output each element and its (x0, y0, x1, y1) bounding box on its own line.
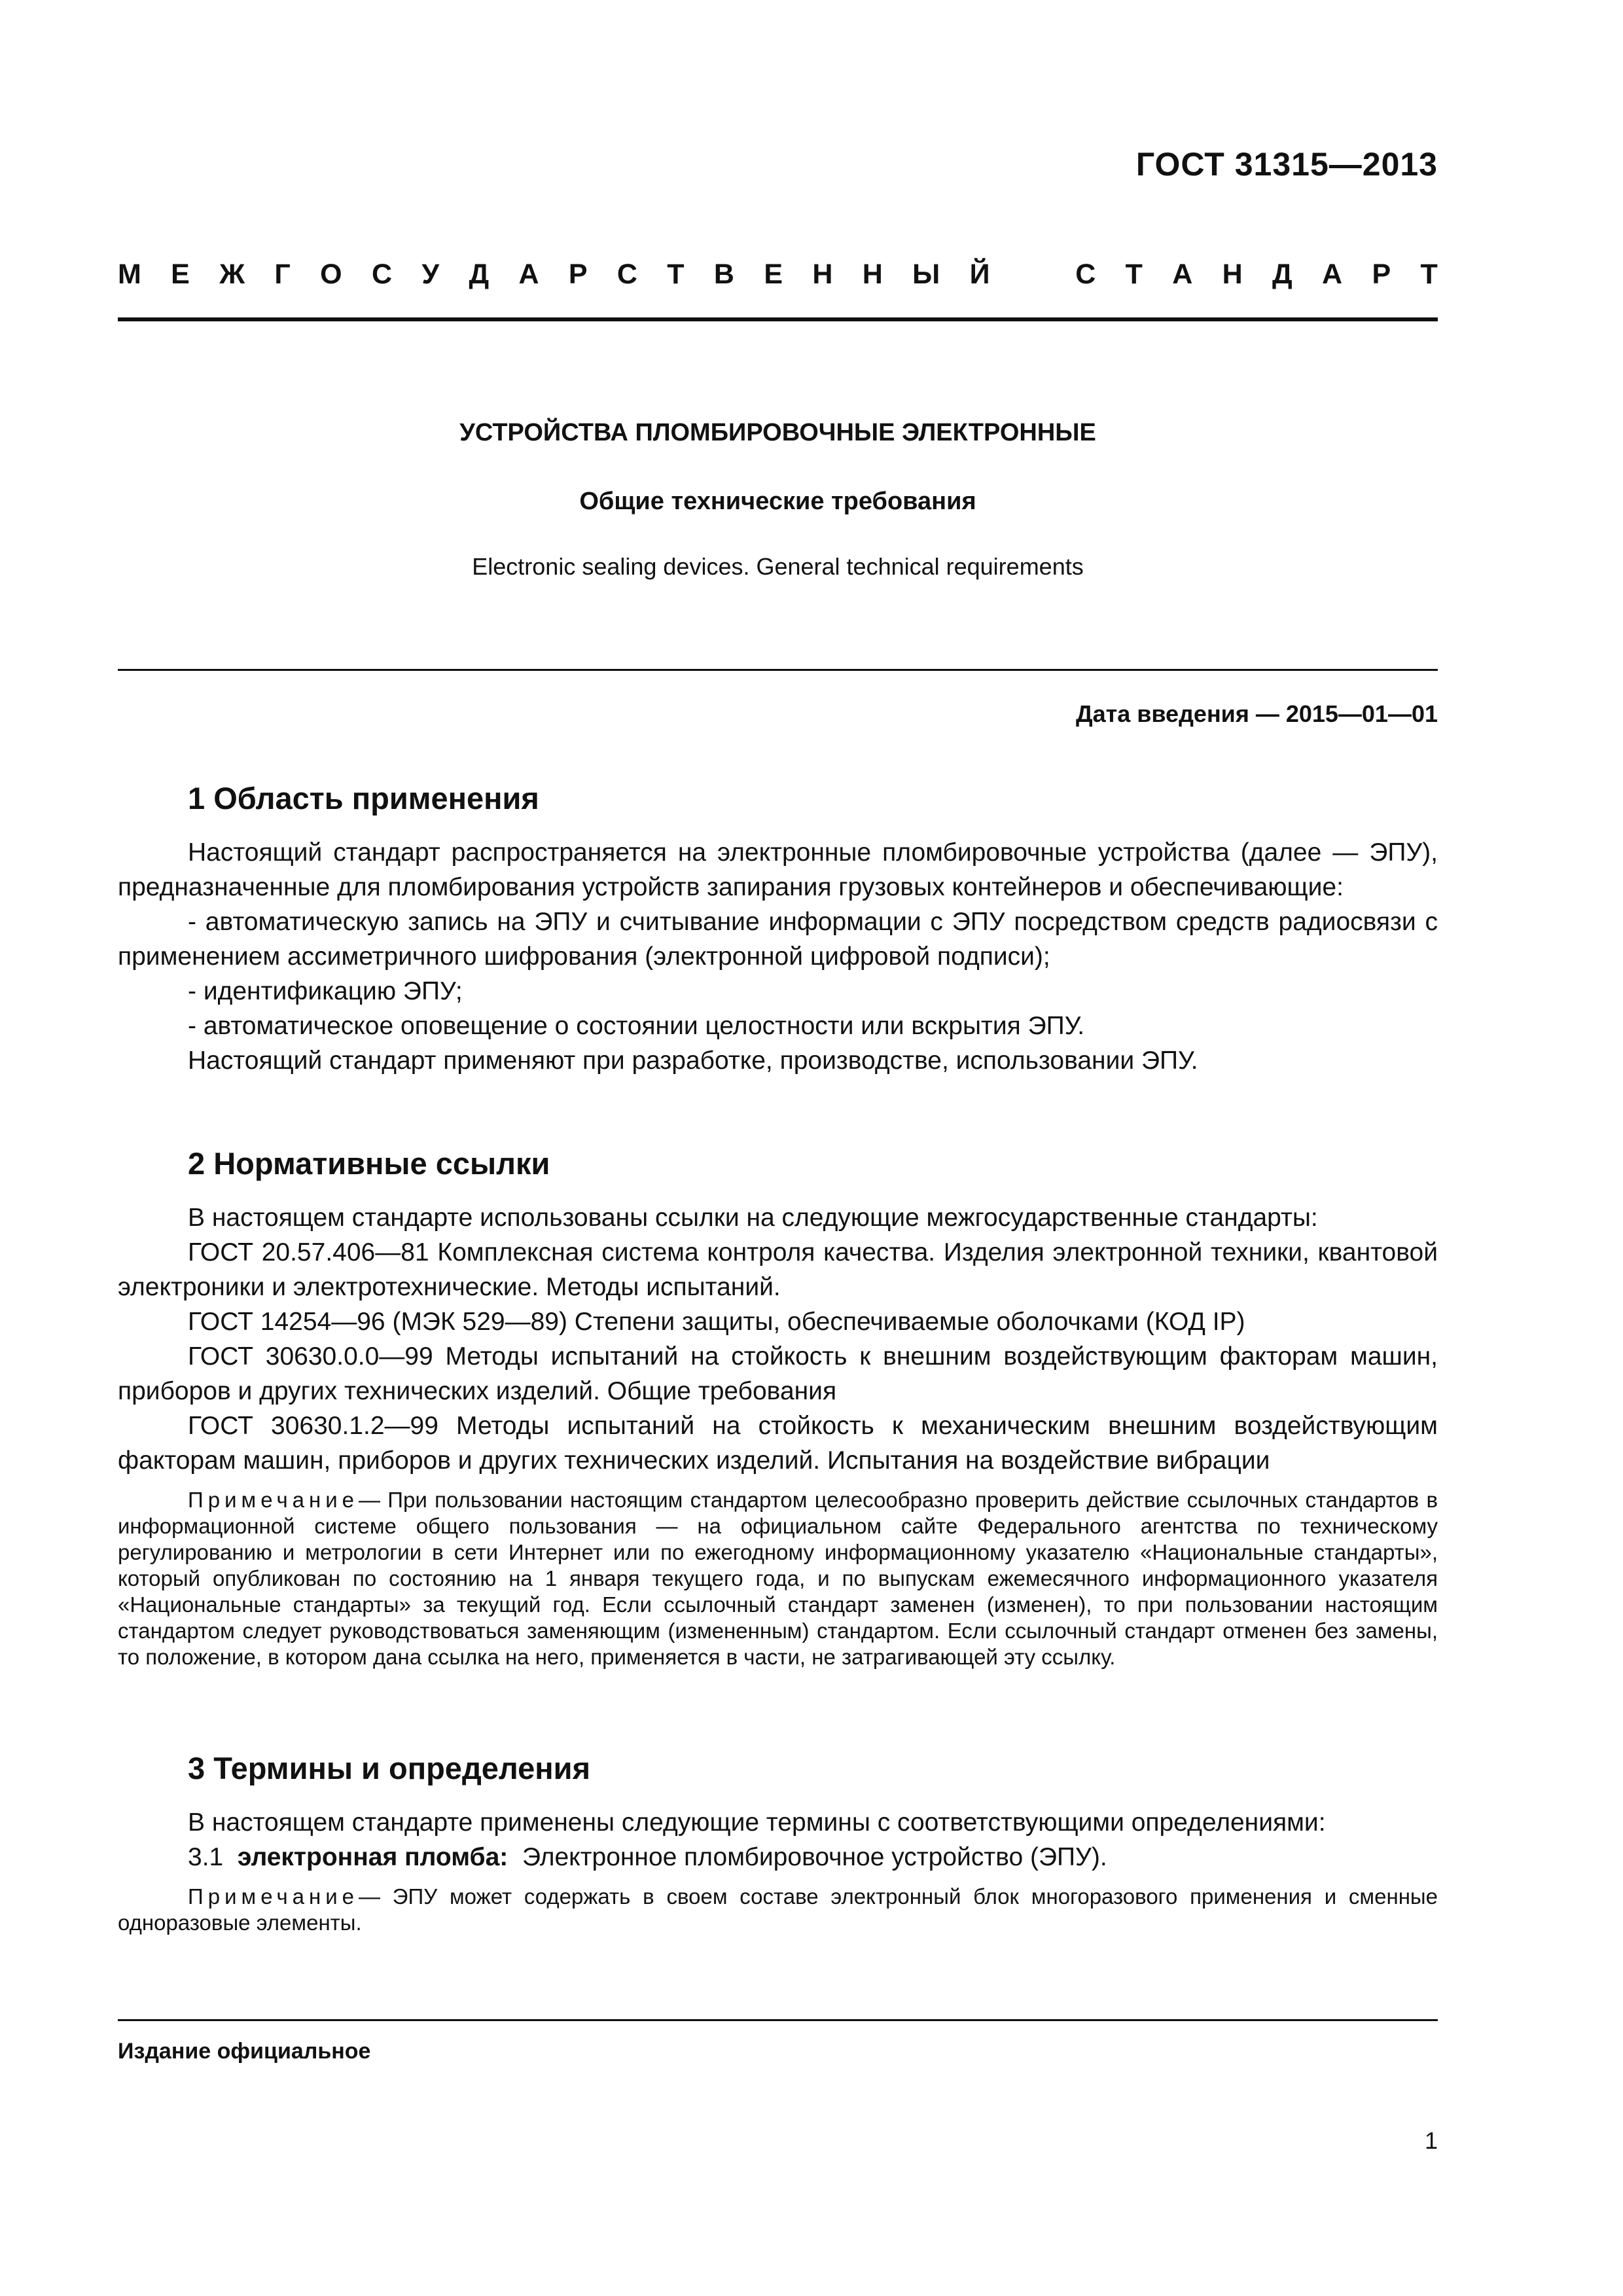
letter: Н (862, 259, 883, 290)
reference-item: ГОСТ 30630.0.0—99 Методы испытаний на стойкость к внешним воздействующим факторам машин, приборов и других технических изделий. Общие требования (118, 1342, 1438, 1405)
term-def: Электронное пломбировочное устройство (ЭПУ). (522, 1843, 1107, 1871)
letter: А (1322, 259, 1343, 290)
letter: Г (274, 259, 291, 290)
document-subtitle: Общие технические требования (579, 488, 976, 515)
letter: С (1075, 259, 1096, 290)
title-divider (118, 669, 1438, 671)
gost-number: ГОСТ 31315—2013 (1135, 146, 1438, 183)
section-1 (118, 779, 1438, 1078)
letter: Н (812, 259, 833, 290)
letter: Е (764, 259, 783, 290)
paragraph: - автоматическую запись на ЭПУ и считывание информации с ЭПУ посредством средств радиосвязи с применением ассиметричного шифрования (электронной цифровой подписи); (118, 908, 1438, 971)
paragraph: В настоящем стандарте использованы ссылки на следующие межгосударственные стандарты: (188, 1204, 1318, 1232)
intro-date: Дата введения — 2015—01—01 (1075, 700, 1438, 727)
letter: Т (1420, 259, 1438, 290)
section-heading: 1 Область применения (188, 781, 539, 816)
note-text: — ЭПУ может содержать в своем составе электронный блок многоразового применения и сменные одноразовые элементы. (118, 1884, 1438, 1935)
standard-type-heading (118, 259, 1438, 291)
section-3 (118, 1749, 1438, 1936)
letter: С (371, 259, 393, 290)
word-gap (1020, 259, 1046, 291)
letter: М (118, 259, 141, 290)
letter: Е (171, 259, 190, 290)
note (118, 1884, 1438, 1936)
letter: А (518, 259, 539, 290)
note-text: — При пользовании настоящим стандартом целесообразно проверить действие ссылочных стандартов в информационной системе общего пользования — на официальном сайте Федерального агентства по техническому регулированию и метрологии в сети Интернет или по ежегодному информационному указателю «Национальные стандарты», который опубликован по состоянию на 1 января текущего года, и по выпускам ежемесячного информационного указателя «Национальные стандарты» за текущий год. Если ссылочный стандарт заменен (изменен), то при пользовании настоящим стандартом следует руководствоваться заменяющим (измененным) стандартом. Если ссылочный стандарт отменен без замены, то положение, в котором дана ссылка на него, применяется в части, не затрагивающей эту ссылку. (118, 1488, 1438, 1669)
letter: Т (1125, 259, 1143, 290)
letter: Д (1272, 259, 1293, 290)
letter: Р (1372, 259, 1391, 290)
term-number: 3.1 (188, 1843, 224, 1871)
section-2 (118, 1144, 1438, 1670)
letter: Ы (912, 259, 940, 290)
letter: С (616, 259, 637, 290)
note (118, 1487, 1438, 1670)
letter: Р (568, 259, 588, 290)
term-name: электронная пломба: (237, 1843, 508, 1871)
document-title: УСТРОЙСТВА ПЛОМБИРОВОЧНЫЕ ЭЛЕКТРОННЫЕ (459, 419, 1096, 446)
paragraph: Настоящий стандарт распространяется на электронные пломбировочные устройства (далее — ЭПУ), предназначенные для пломбирования устройств запирания грузовых контейнеров и обеспечивающие: (118, 838, 1438, 901)
letter: О (320, 259, 342, 290)
page-number: 1 (1424, 2127, 1438, 2154)
reference-item: ГОСТ 20.57.406—81 Комплексная система контроля качества. Изделия электронной техники, квантовой электроники и электротехнические. Методы испытаний. (118, 1238, 1438, 1301)
letter: Д (469, 259, 490, 290)
letter: А (1172, 259, 1193, 290)
letter: Ж (219, 259, 245, 290)
section-heading: 2 Нормативные ссылки (188, 1146, 550, 1181)
reference-item: ГОСТ 30630.1.2—99 Методы испытаний на стойкость к механическим внешним воздействующим факторам машин, приборов и других технических изделий. Испытания на воздействие вибрации (118, 1412, 1438, 1475)
edition-label: Издание официальное (118, 2039, 371, 2064)
reference-item: ГОСТ 14254—96 (МЭК 529—89) Степени защиты, обеспечиваемые оболочками (КОД IP) (188, 1308, 1245, 1336)
footer-divider (118, 2019, 1438, 2021)
note-label: Примечание (188, 1488, 359, 1512)
paragraph: В настоящем стандарте применены следующие термины с соответствующими определениями: (188, 1808, 1326, 1837)
letter: Т (667, 259, 685, 290)
paragraph: - автоматическое оповещение о состоянии целостности или вскрытия ЭПУ. (188, 1012, 1085, 1040)
letter: Н (1222, 259, 1243, 290)
letter: У (421, 259, 440, 290)
section-heading: 3 Термины и определения (188, 1751, 590, 1785)
document-title-english: Electronic sealing devices. General technical requirements (472, 553, 1084, 580)
paragraph: - идентификацию ЭПУ; (188, 977, 463, 1005)
term-definition (118, 1840, 1438, 1874)
letter: В (713, 259, 734, 290)
paragraph: Настоящий стандарт применяют при разработке, производстве, использовании ЭПУ. (188, 1047, 1198, 1075)
letter: Й (969, 259, 990, 290)
note-label: Примечание (188, 1884, 359, 1909)
header-divider (118, 317, 1438, 321)
